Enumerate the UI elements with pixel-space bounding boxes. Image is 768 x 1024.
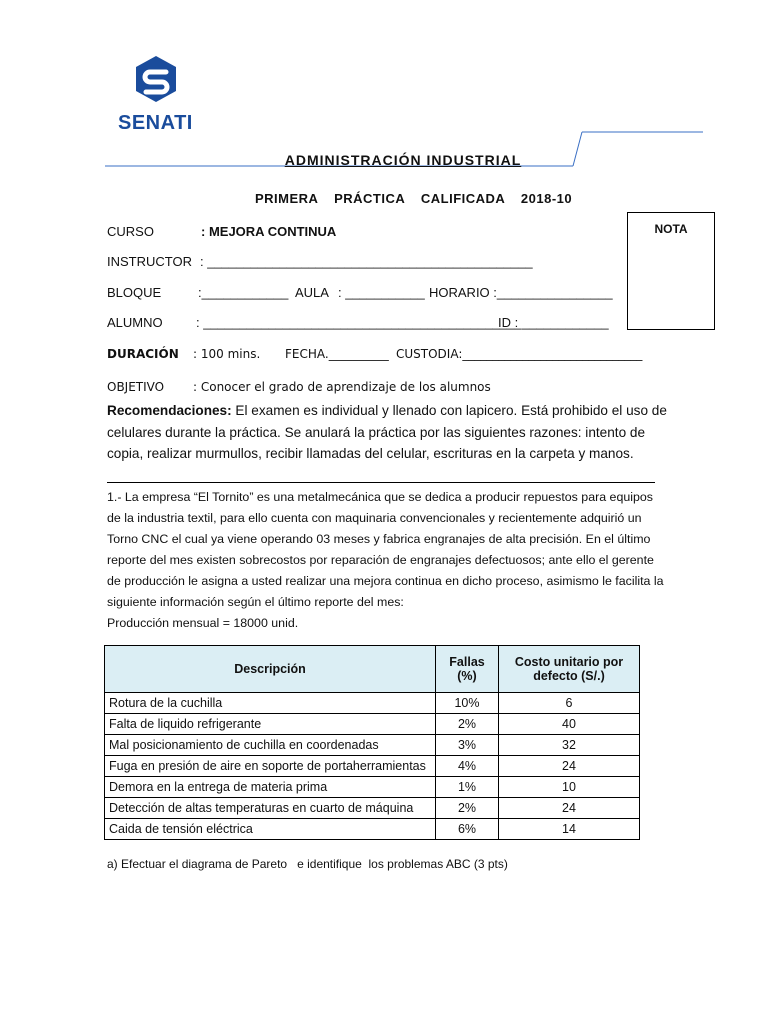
cell-descripcion: Rotura de la cuchilla — [105, 693, 436, 714]
table-row — [105, 714, 640, 735]
document-subtitle: PRIMERA PRÁCTICA CALIFICADA 2018-10 — [255, 191, 573, 206]
task-a: a) Efectuar el diagrama de Pareto e identifique los problemas ABC (3 pts) — [107, 857, 508, 871]
custodia-field: CUSTODIA:______________________________ — [396, 347, 643, 361]
objetivo-value: : Conocer el grado de aprendizaje de los alumnos — [193, 380, 491, 394]
cell-descripcion: Detección de altas temperaturas en cuarto de máquina — [105, 798, 436, 819]
question-text: 1.- La empresa “El Tornito” es una metalmecánica que se dedica a producir repuestos para equipos de la industria textil, para ello cuenta con maquinaria convencionales y recientemente adquirió un Torno CNC el cual ya viene operando 03 meses y fabrica engranajes de alta precisión. En el último reporte del mes existen sobrecostos por reparación de engranajes defectuosos; ante ello el gerente de producción le asigna a usted realizar una mejora continua en dicho proceso, asimismo le facilita la siguiente información según el último reporte del mes: — [107, 490, 664, 609]
bloque-label: BLOQUE — [107, 285, 162, 300]
curso-value: : MEJORA CONTINUA — [201, 224, 337, 239]
divider — [107, 482, 655, 483]
objetivo-label: OBJETIVO — [107, 380, 165, 394]
cell-fallas: 10% — [436, 693, 499, 714]
grade-label: NOTA — [654, 222, 688, 236]
bloque-field: :____________ — [198, 285, 289, 300]
cell-fallas: 2% — [436, 714, 499, 735]
cell-descripcion: Fuga en presión de aire en soporte de portaherramientas — [105, 756, 436, 777]
header-fallas: Fallas (%) — [436, 646, 499, 693]
cell-descripcion: Mal posicionamiento de cuchilla en coordenadas — [105, 735, 436, 756]
logo-text: SENATI — [118, 112, 193, 134]
cell-fallas: 6% — [436, 819, 499, 840]
cell-fallas: 1% — [436, 777, 499, 798]
cell-costo: 40 — [499, 714, 640, 735]
instructor-label: INSTRUCTOR — [107, 254, 192, 269]
table-row — [105, 798, 640, 819]
table-row — [105, 819, 640, 840]
horario-field: HORARIO :________________ — [429, 285, 613, 300]
cell-costo: 24 — [499, 798, 640, 819]
cell-fallas: 4% — [436, 756, 499, 777]
recommendations-text: El examen es individual y llenado con lapicero. Está prohibido el uso de celulares durante la práctica. Se anulará la práctica por las siguientes razones: intento de copia, realizar murmullos, recibir llamadas del celular, escrituras en la carpeta y manos. — [107, 403, 667, 461]
failures-table — [104, 645, 640, 840]
aula-field: : ___________ — [338, 285, 425, 300]
cell-costo: 10 — [499, 777, 640, 798]
header-descripcion: Descripción — [105, 646, 436, 693]
cell-costo: 32 — [499, 735, 640, 756]
instructor-field: : _____________________________________________ — [200, 254, 533, 269]
aula-label: AULA — [295, 285, 329, 300]
table-header-row — [105, 646, 640, 693]
question-1 — [107, 487, 667, 634]
curso-label: CURSO — [107, 224, 154, 239]
grade-box — [627, 212, 715, 330]
fecha-field: FECHA.__________ — [285, 347, 389, 361]
id-field: ID : ____________ — [498, 315, 609, 330]
cell-costo: 24 — [499, 756, 640, 777]
table-row — [105, 756, 640, 777]
cell-descripcion: Demora en la entrega de materia prima — [105, 777, 436, 798]
recommendations — [107, 400, 667, 465]
document-title: ADMINISTRACIÓN INDUSTRIAL — [284, 152, 522, 168]
cell-fallas: 2% — [436, 798, 499, 819]
table-row — [105, 735, 640, 756]
cell-descripcion: Caida de tensión eléctrica — [105, 819, 436, 840]
alumno-field: : ____________________________________________ — [196, 315, 522, 330]
cell-costo: 14 — [499, 819, 640, 840]
table-row — [105, 693, 640, 714]
alumno-label: ALUMNO — [107, 315, 163, 330]
cell-fallas: 3% — [436, 735, 499, 756]
production-info: Producción mensual = 18000 unid. — [107, 616, 299, 630]
duracion-value: : 100 mins. — [193, 347, 261, 361]
table-row — [105, 777, 640, 798]
duracion-label: DURACIÓN — [107, 347, 179, 361]
header-costo: Costo unitario por defecto (S/.) — [499, 646, 640, 693]
cell-descripcion: Falta de liquido refrigerante — [105, 714, 436, 735]
recommendations-label: Recomendaciones: — [107, 403, 232, 418]
cell-costo: 6 — [499, 693, 640, 714]
